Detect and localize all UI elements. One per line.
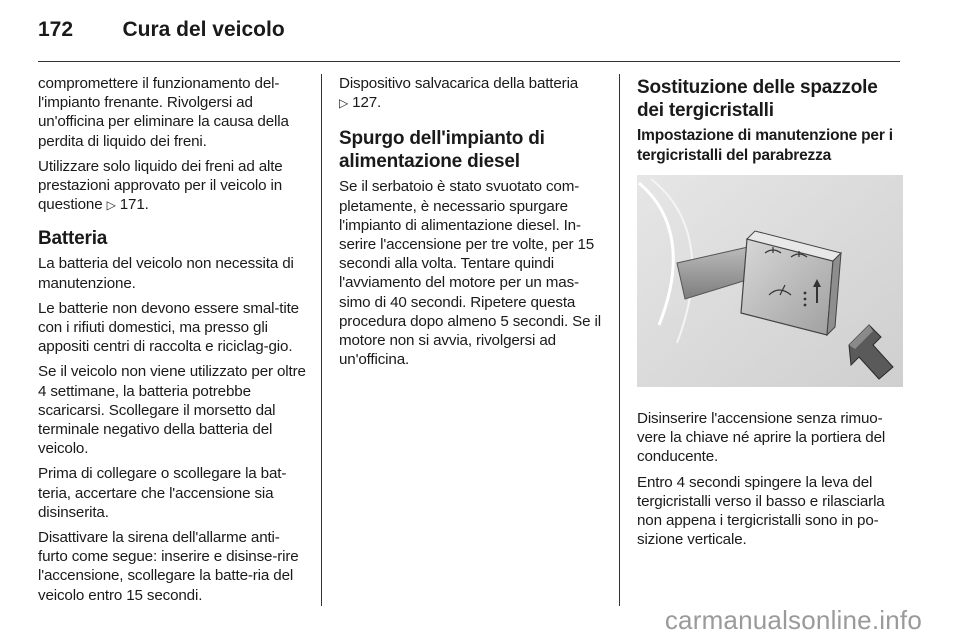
paragraph [339,74,605,113]
section-heading-batteria: Batteria [38,228,108,250]
paragraph-text: Utilizzare solo liquido dei freni ad alte prestazioni approvato per il veicolo in questione [38,157,283,214]
section-heading-spazzole: Sostituzione delle spazzole dei tergicristalli [637,77,878,121]
paragraph: Entro 4 secondi spingere la leva del tergicristalli verso il basso e rilasciarla non appena i tergicristalli sono in po-sizione verticale. [637,473,885,549]
column-right [637,74,903,555]
wiper-lever-illustration [637,175,903,387]
paragraph: compromettere il funzionamento del-l'impianto frenante. Rivolgersi ad un'officina per eliminare la causa della perdita di liquido dei freni. [38,75,289,150]
column-divider [619,74,620,606]
paragraph: Prima di collegare o scollegare la bat-teria, accertare che l'accensione sia disinserita. [38,465,287,521]
ref-arrow-icon: ▷ [339,96,349,111]
subsection-heading: Impostazione di manutenzione per i tergicristalli del parabrezza [637,127,893,164]
page-reference: 127. [352,94,382,112]
header-rule [38,61,900,62]
page-number: 172 [38,18,74,41]
section-heading-spurgo: Spurgo dell'impianto di alimentazione diesel [339,128,545,173]
chapter-title: Cura del veicolo [122,18,285,41]
paragraph: Se il serbatoio è stato svuotato com-pletamente, è necessario spurgare l'impianto di alimentazione diesel. In-serire l'accensione per tre volte, per 15 secondi alla volta. Tentare quindi l'avviamento del motore per un mas-simo di 40 secondi. Ripetere questa procedura dopo almeno 5 secondi. Se il motore non si avvia, rivolgersi ad un'officina. [339,178,601,369]
column-left [38,74,306,611]
paragraph: Le batterie non devono essere smal-tite con i rifiuti domestici, ma presso gli appositi centri di raccolta e riciclag-gio. [38,299,299,356]
paragraph: Disattivare la sirena dell'allarme anti-furto come segue: inserire e disinse-rire l'accensione, scollegare la batte-ria del veicolo entro 15 secondi. [38,529,299,604]
paragraph [38,157,306,216]
page-reference: 171. [119,196,149,214]
column-divider [321,74,322,606]
paragraph: Disinserire l'accensione senza rimuo-vere la chiave né aprire la portiera del conducente. [637,410,886,466]
paragraph-text: Dispositivo salvacarica della batteria [339,75,579,92]
paragraph: Se il veicolo non viene utilizzato per oltre 4 settimane, la batteria potrebbe scaricarsi. Scollegare il morsetto dal terminale negativo della batteria del veicolo. [38,363,306,458]
watermark: carmanualsonline.info [664,605,922,635]
column-middle [339,74,605,375]
ref-arrow-icon: ▷ [106,198,116,213]
paragraph: La batteria del veicolo non necessita di manutenzione. [38,255,294,292]
page-header [38,18,285,46]
